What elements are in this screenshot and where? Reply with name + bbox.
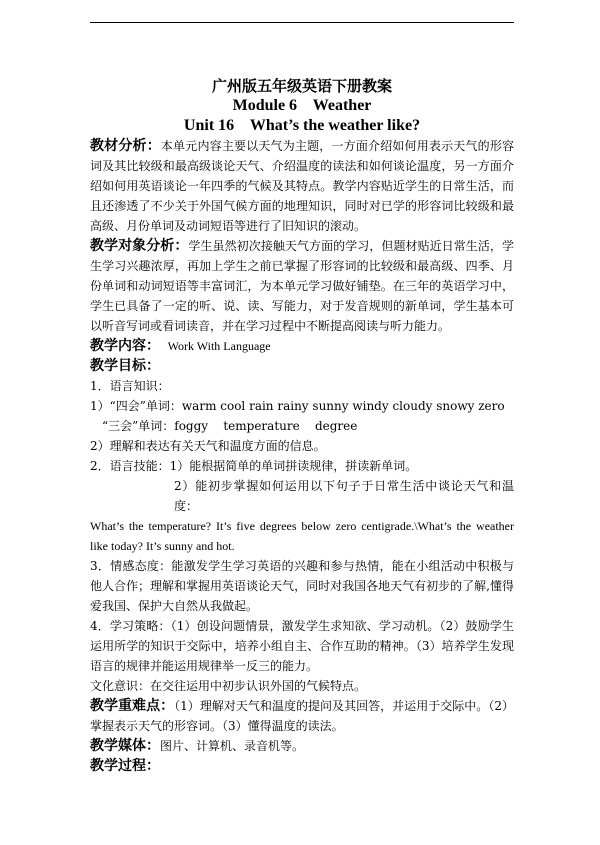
process-heading: 教学过程： xyxy=(90,758,160,774)
media-heading: 教学媒体： xyxy=(90,738,160,754)
textbook-analysis-heading: 教材分析： xyxy=(90,138,161,154)
student-analysis-paragraph xyxy=(90,236,514,336)
objectives-heading: 教学目标： xyxy=(90,358,160,374)
objective-line: 2）能初步掌握如何运用以下句子于日常生活中谈论天气和温度： xyxy=(174,479,514,513)
header-rule xyxy=(90,22,514,23)
media-paragraph xyxy=(90,736,514,756)
textbook-analysis-body: 本单元内容主要以天气为主题，一方面介绍如何用表示天气的形容词及其比较级和最高级谈论天气、介绍温度的读法和如何谈论温度，另一方面介绍如何用英语谈论一年四季的气候及其特点。教学内容贴近学生的日常生活，而且还渗透了不少关于外国气候方面的地理知识，同时对已学的形容词比较级和最高级、月份单词及动词短语等进行了旧知识的滚动。 xyxy=(90,139,515,233)
student-analysis-body: 学生虽然初次接触天气方面的学习，但题材贴近日常生活，学生学习兴趣浓厚，再加上学生之前已掌握了形容词的比较级和最高级、四季、月份单词和动词短语等丰富词汇，为本单元学习做好铺垫。在三年的英语学习中，学生已具备了一定的听、说、读、写能力，对于发音规则的新单词，学生基本可以听音写词或看词读音，并在学习过程中不断提高阅读与听力能力。 xyxy=(90,239,514,333)
objectives-heading-line xyxy=(90,356,514,376)
document-title: 广州版五年级英语下册教案 xyxy=(211,77,392,95)
process-paragraph xyxy=(90,756,514,776)
content-heading: 教学内容： xyxy=(90,338,160,354)
objective-line: 文化意识：在交往运用中初步认识外国的气候特点。 xyxy=(90,679,367,693)
objective-line: “三会”单词：foggy temperature degree xyxy=(102,419,358,433)
lesson-plan-document xyxy=(90,76,514,776)
media-body: 图片、计算机、录音机等。 xyxy=(160,739,305,753)
objective-line: 2．语言技能：1）能根据简单的单词拼读规律，拼读新单词。 xyxy=(90,459,418,473)
content-paragraph xyxy=(90,336,514,356)
objective-line: What’s the temperature? It’s five degrees below zero centigrade.\What’s the weather like today? It’s sunny and hot. xyxy=(90,519,514,553)
objective-line: 2）理解和表达有关天气和温度方面的信息。 xyxy=(90,439,326,453)
objective-line: 3．情感态度：能激发学生学习英语的兴趣和参与热情，能在小组活动中积极与他人合作；理解和掌握用英语谈论天气，同时对我国各地天气有初步的了解,懂得爱我国、保护大自然从我做起。 xyxy=(90,559,514,613)
unit-title: Unit 16 What’s the weather like? xyxy=(183,117,421,134)
textbook-analysis-paragraph xyxy=(90,136,514,236)
student-analysis-heading: 教学对象分析： xyxy=(90,238,189,254)
key-points-paragraph xyxy=(90,696,514,736)
content-body: Work With Language xyxy=(167,339,271,353)
key-points-body: （1）理解对天气和温度的提问及其回答，并运用于交际中。（2）掌握表示天气的形容词。（3）懂得温度的读法。 xyxy=(90,699,514,733)
objective-line: 4．学习策略：（1）创设问题情景，激发学生求知欲、学习动机。（2）鼓励学生运用所学的知识于交际中，培养小组自主、合作互助的精神。（3）培养学生发现语言的规律并能运用规律举一反三的能力。 xyxy=(90,619,514,673)
objective-line: 1．语言知识： xyxy=(90,379,170,393)
objective-line: 1）“四会”单词：warm cool rain rainy sunny windy cloudy snowy zero xyxy=(90,399,505,413)
key-points-heading: 教学重难点： xyxy=(90,698,175,714)
module-title: Module 6 Weather xyxy=(232,97,372,114)
